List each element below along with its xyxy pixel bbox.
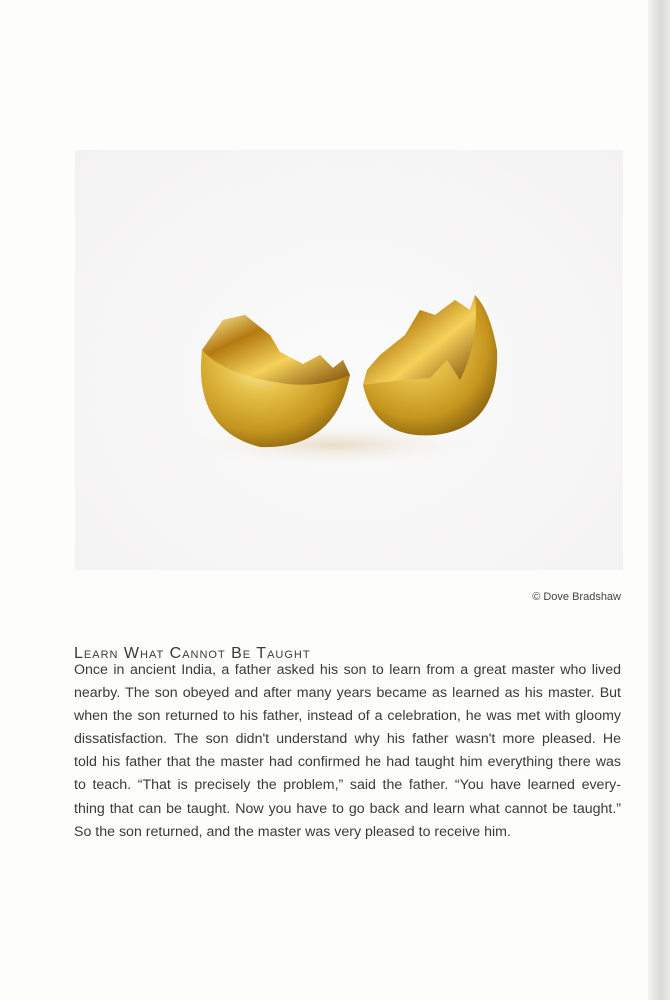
paragraph-line: So the son returned, and the master was very pleased to receive him. [74, 823, 511, 840]
paragraph-line: told his father that the master had confirmed he had taught him everything there was [74, 754, 621, 771]
paragraph-line: when the son returned to his father, instead of a celebration, he was met with gloomy [74, 708, 621, 725]
paragraph-line: Once in ancient India, a father asked his son to learn from a great master who lived [74, 662, 621, 678]
paragraph-line: dissatisfaction. The son didn't understand why his father wasn't more pleased. He [74, 731, 621, 748]
paragraph-line: to teach. “That is precisely the problem,” said the father. “You have learned every- [74, 777, 621, 794]
photo-credit: © Dove Bradshaw [532, 591, 621, 603]
paragraph-line: thing that can be taught. Now you have to go back and learn what cannot be taught.” [74, 800, 621, 817]
story-paragraph [74, 659, 621, 844]
page-edge-shadow [648, 0, 670, 1000]
right-eggshell [363, 295, 497, 435]
paragraph-line: nearby. The son obeyed and after many years became as learned as his master. But [74, 685, 621, 702]
golden-eggshells-photo [75, 150, 623, 570]
section-title: Learn What Cannot Be Taught [74, 645, 311, 663]
